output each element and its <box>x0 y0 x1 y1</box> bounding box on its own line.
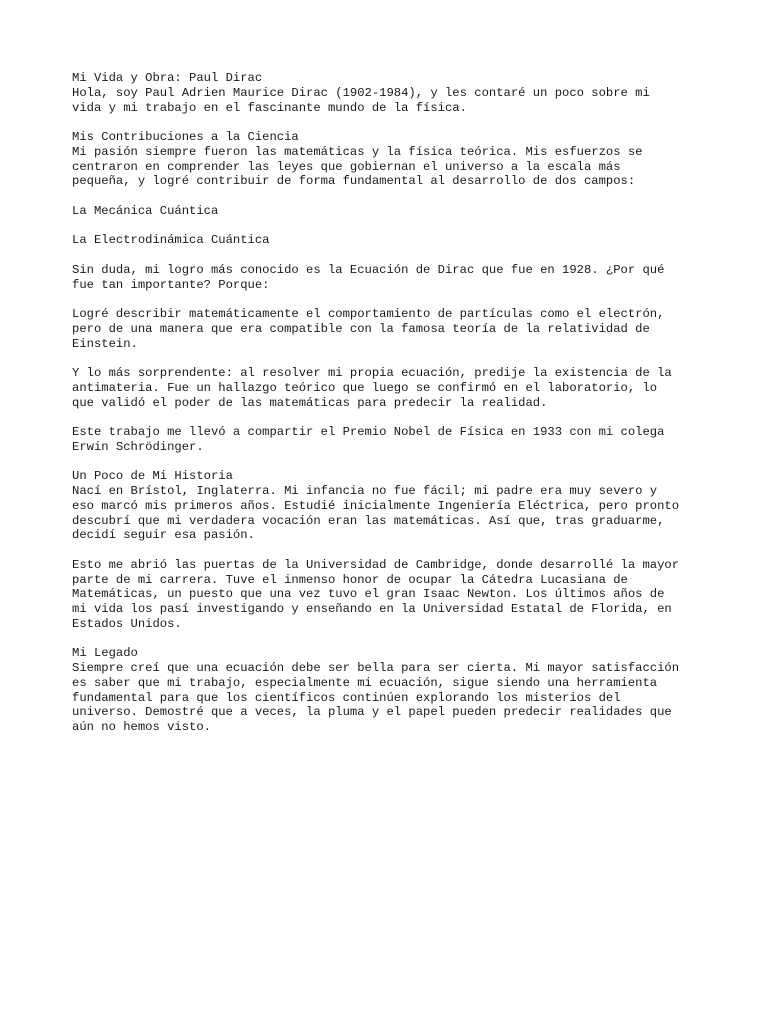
paragraph-line: Estados Unidos. <box>72 616 182 631</box>
paragraph-line: parte de mi carrera. Tuve el inmenso honor de ocupar la Cátedra Lucasiana de <box>72 572 628 587</box>
paragraph-line: Este trabajo me llevó a compartir el Premio Nobel de Física en 1933 con mi colega <box>72 425 665 439</box>
paragraph-line: pero de una manera que era compatible con la famosa teoría de la relatividad de <box>72 321 650 336</box>
intro-paragraph <box>72 86 712 116</box>
legacy-paragraph <box>72 661 712 735</box>
nobel-paragraph <box>72 425 712 455</box>
paragraph-line: universo. Demostré que a veces, la pluma y el papel pueden predecir realidades que <box>72 705 672 720</box>
reason-relativity-paragraph <box>72 307 712 351</box>
paragraph-line: Sin duda, mi logro más conocido es la Ecuación de Dirac que fue en 1928. ¿Por qué <box>72 262 665 277</box>
paragraph-line: Logré describir matemáticamente el comportamiento de partículas como el electrón, <box>72 307 665 321</box>
paragraph-spacer <box>72 292 712 307</box>
paragraph-spacer <box>72 455 712 470</box>
paragraph-spacer <box>72 189 712 204</box>
paragraph-line: antimateria. Fue un hallazgo teórico que luego se confirmó en el laboratorio, lo <box>72 380 658 395</box>
paragraph-line: eso marcó mis primeros años. Estudié inicialmente Ingeniería Eléctrica, pero pronto <box>72 498 680 513</box>
paragraph-spacer <box>72 632 712 647</box>
paragraph-line: Esto me abrió las puertas de la Universidad de Cambridge, donde desarrollé la mayor <box>72 557 680 572</box>
paragraph-line: fundamental para que los científicos continúen explorando los misterios del <box>72 690 621 705</box>
paragraph-spacer <box>72 543 712 558</box>
paragraph-spacer <box>72 410 712 425</box>
history-paragraph <box>72 484 712 543</box>
paragraph-line: Einstein. <box>72 336 138 351</box>
paragraph-line: fue tan importante? Porque: <box>72 277 270 292</box>
field-quantum-electrodynamics: La Electrodinámica Cuántica <box>72 233 270 248</box>
field-quantum-mechanics: La Mecánica Cuántica <box>72 203 219 218</box>
contributions-paragraph <box>72 145 712 189</box>
paragraph-line: mi vida los pasí investigando y enseñando en la Universidad Estatal de Florida, en <box>72 602 672 616</box>
paragraph-line: Siempre creí que una ecuación debe ser bella para ser cierta. Mi mayor satisfacción <box>72 661 680 675</box>
contributions-heading: Mis Contribuciones a la Ciencia <box>72 130 299 144</box>
paragraph-spacer <box>72 219 712 234</box>
history-heading: Un Poco de Mi Historia <box>72 469 233 484</box>
paragraph-line: pequeña, y logré contribuir de forma fundamental al desarrollo de dos campos: <box>72 174 636 189</box>
paragraph-line: Matemáticas, un puesto que una vez tuvo el gran Isaac Newton. Los últimos años de <box>72 587 665 602</box>
paragraph-line: es saber que mi trabajo, especialmente mi ecuación, sigue siendo una herramienta <box>72 675 658 690</box>
paragraph-line: decidí seguir esa pasión. <box>72 528 255 543</box>
paragraph-spacer <box>72 248 712 263</box>
paragraph-line: vida y mi trabajo en el fascinante mundo de la física. <box>72 100 467 115</box>
document-title: Mi Vida y Obra: Paul Dirac <box>72 71 263 85</box>
paragraph-line: centraron en comprender las leyes que gobiernan el universo a la escala más <box>72 159 621 174</box>
paragraph-line: que validó el poder de las matemáticas para predecir la realidad. <box>72 395 548 410</box>
legacy-heading: Mi Legado <box>72 646 138 661</box>
paragraph-line: Hola, soy Paul Adrien Maurice Dirac (1902-1984), y les contaré un poco sobre mi <box>72 85 650 100</box>
paragraph-line: Erwin Schrödinger. <box>72 439 204 454</box>
dirac-equation-paragraph <box>72 263 712 293</box>
paragraph-line: Mi pasión siempre fueron las matemáticas y la física teórica. Mis esfuerzos se <box>72 144 643 159</box>
paragraph-line: Nací en Brístol, Inglaterra. Mi infancia no fue fácil; mi padre era muy severo y <box>72 484 658 498</box>
document-page <box>72 71 712 735</box>
paragraph-line: Y lo más sorprendente: al resolver mi propia ecuación, predije la existencia de la <box>72 366 672 380</box>
paragraph-spacer <box>72 115 712 130</box>
paragraph-line: aún no hemos visto. <box>72 720 211 734</box>
reason-antimatter-paragraph <box>72 366 712 410</box>
cambridge-paragraph <box>72 558 712 632</box>
paragraph-line: descubrí que mi verdadera vocación eran las matemáticas. Así que, tras graduarme, <box>72 513 665 528</box>
paragraph-spacer <box>72 351 712 366</box>
